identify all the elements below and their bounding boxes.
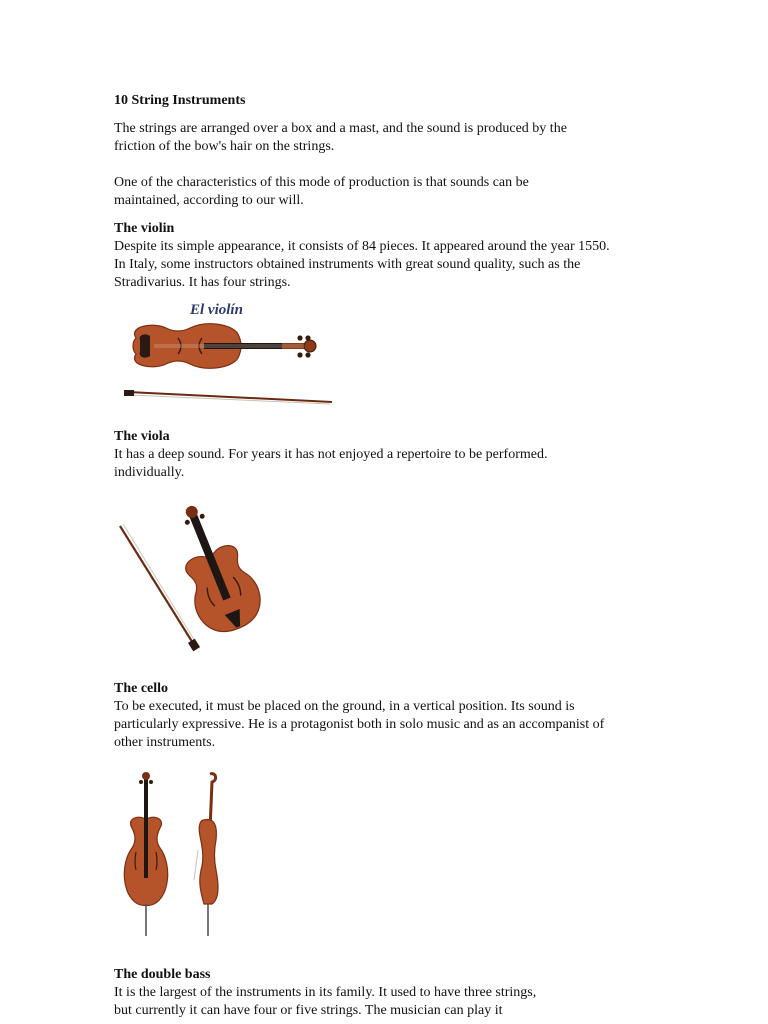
violin-line-2: In Italy, some instructors obtained instruments with great sound quality, such as the [114, 257, 581, 272]
violin-text [114, 238, 674, 292]
document-page [114, 92, 674, 1020]
double-bass-section [114, 966, 674, 1020]
viola-bow [120, 526, 196, 648]
cello-text [114, 698, 674, 752]
cello-line-1: To be executed, it must be placed on the ground, in a vertical position. Its sound is [114, 699, 575, 714]
intro2-line-2: maintained, according to our will. [114, 193, 304, 208]
double-bass-line-2: but currently it can have four or five strings. The musician can play it [114, 1003, 503, 1018]
cello-section [114, 680, 674, 940]
intro-paragraph-2 [114, 174, 674, 210]
intro-line-2: friction of the bow's hair on the strings. [114, 139, 335, 154]
viola-text [114, 446, 674, 482]
cello-line-3: other instruments. [114, 735, 216, 750]
viola-section [114, 428, 674, 654]
violin-scroll [304, 340, 316, 352]
viola-line-1: It has a deep sound. For years it has not enjoyed a repertoire to be performed. [114, 447, 548, 462]
violin-section [114, 220, 674, 412]
violin-fingerboard [204, 343, 284, 349]
intro2-line-1: One of the characteristics of this mode of production is that sounds can be [114, 175, 529, 190]
double-bass-text [114, 984, 674, 1020]
cello-image [114, 770, 234, 940]
viola-image [114, 502, 274, 654]
cello-side [194, 774, 218, 936]
intro-paragraph [114, 120, 674, 156]
violin-heading: The violin [114, 221, 175, 236]
double-bass-heading: The double bass [114, 967, 211, 982]
double-bass-line-1: It is the largest of the instruments in its family. It used to have three strings, [114, 985, 537, 1000]
violin-line-3: Stradivarius. It has four strings. [114, 275, 291, 290]
violin-chinrest [140, 334, 150, 357]
cello-side-body [199, 820, 218, 904]
intro-line-1: The strings are arranged over a box and a mast, and the sound is produced by the [114, 121, 567, 136]
page-title: 10 String Instruments [114, 93, 246, 108]
cello-front [124, 772, 167, 936]
violin-image-caption: El violín [190, 302, 243, 318]
cello-heading: The cello [114, 681, 169, 696]
violin-bow [128, 392, 332, 402]
viola-heading: The viola [114, 429, 170, 444]
violin-line-1: Despite its simple appearance, it consists of 84 pieces. It appeared around the year 1550. [114, 239, 610, 254]
viola-line-2: individually. [114, 465, 185, 480]
violin-image [114, 296, 342, 412]
cello-line-2: particularly expressive. He is a protagonist both in solo music and as an accompanist of [114, 717, 605, 732]
